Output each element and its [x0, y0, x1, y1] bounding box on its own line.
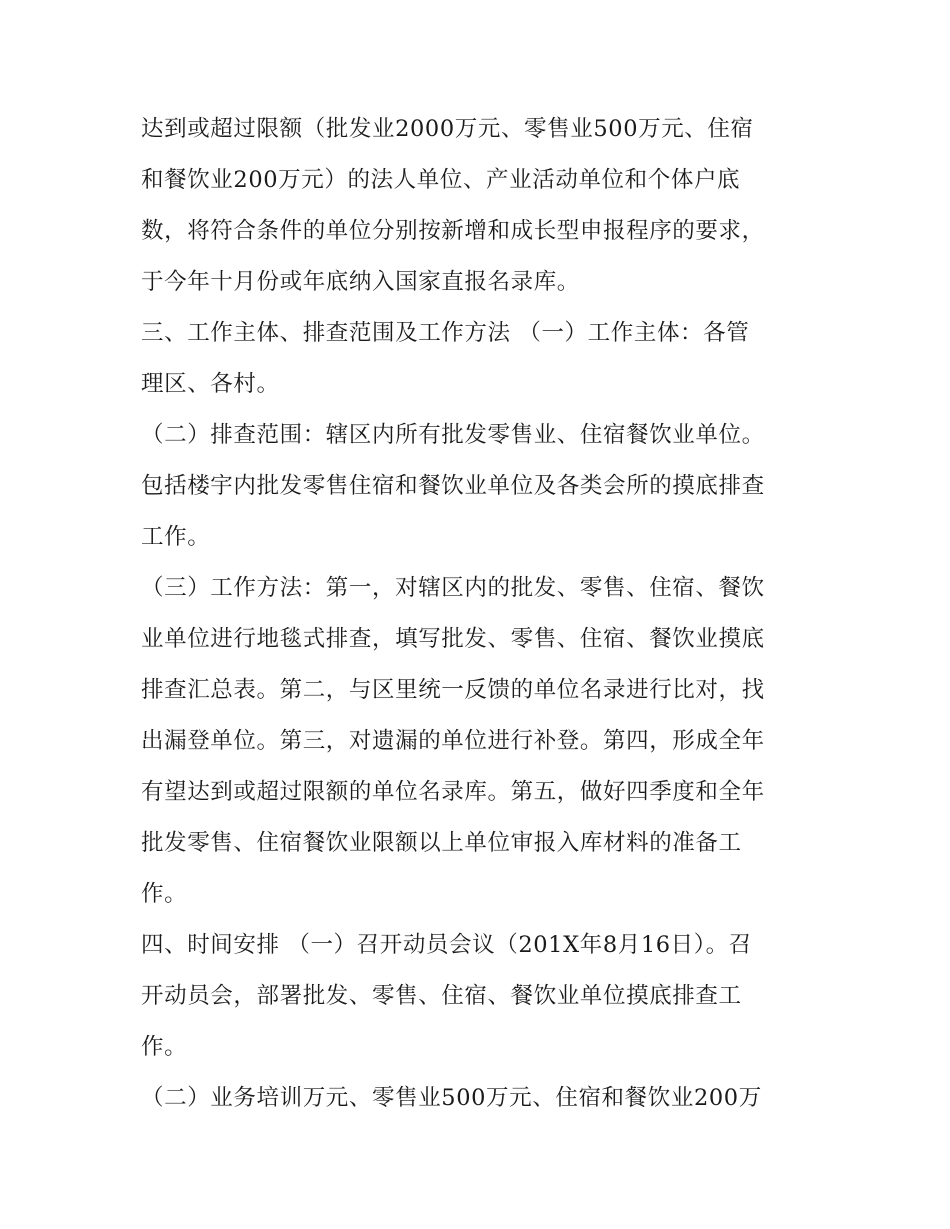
text-line: 批发零售、住宿餐饮业限额以上单位审报入库材料的准备工 — [141, 830, 742, 856]
document-body — [141, 104, 821, 1124]
text-line: 出漏登单位。第三，对遗漏的单位进行补登。第四，形成全年 — [141, 728, 765, 754]
text-line: 数，将符合条件的单位分别按新增和成长型申报程序的要求， — [141, 218, 765, 244]
text-line: 有望达到或超过限额的单位名录库。第五，做好四季度和全年 — [141, 779, 765, 805]
text-line: 业单位进行地毯式排查，填写批发、零售、住宿、餐饮业摸底 — [141, 626, 765, 652]
section-heading-line: 三、工作主体、排查范围及工作方法 （一）工作主体：各管 — [141, 320, 750, 346]
text-line: 理区、各村。 — [141, 371, 280, 397]
text-line: 作。 — [141, 1034, 188, 1060]
text-line: 开动员会，部署批发、零售、住宿、餐饮业单位摸底排查工 — [141, 983, 742, 1009]
text-line: 作。 — [141, 881, 188, 907]
text-line: （三）工作方法：第一，对辖区内的批发、零售、住宿、餐饮 — [141, 575, 765, 601]
text-line: 于今年十月份或年底纳入国家直报名录库。 — [141, 269, 580, 295]
section-heading-line: 四、时间安排 （一）召开动员会议（201X年8月16日）。召 — [141, 932, 752, 958]
text-line: （二）业务培训万元、零售业500万元、住宿和餐饮业200万 — [141, 1085, 762, 1111]
text-line: 包括楼宇内批发零售住宿和餐饮业单位及各类会所的摸底排查 — [141, 473, 765, 499]
text-line: 工作。 — [141, 524, 211, 550]
text-line: 达到或超过限额（批发业2000万元、零售业500万元、住宿 — [141, 116, 754, 142]
text-line: 和餐饮业200万元）的法人单位、产业活动单位和个体户底 — [141, 167, 741, 193]
text-line: （二）排查范围：辖区内所有批发零售业、住宿餐饮业单位。 — [141, 422, 765, 448]
text-line: 排查汇总表。第二，与区里统一反馈的单位名录进行比对，找 — [141, 677, 765, 703]
